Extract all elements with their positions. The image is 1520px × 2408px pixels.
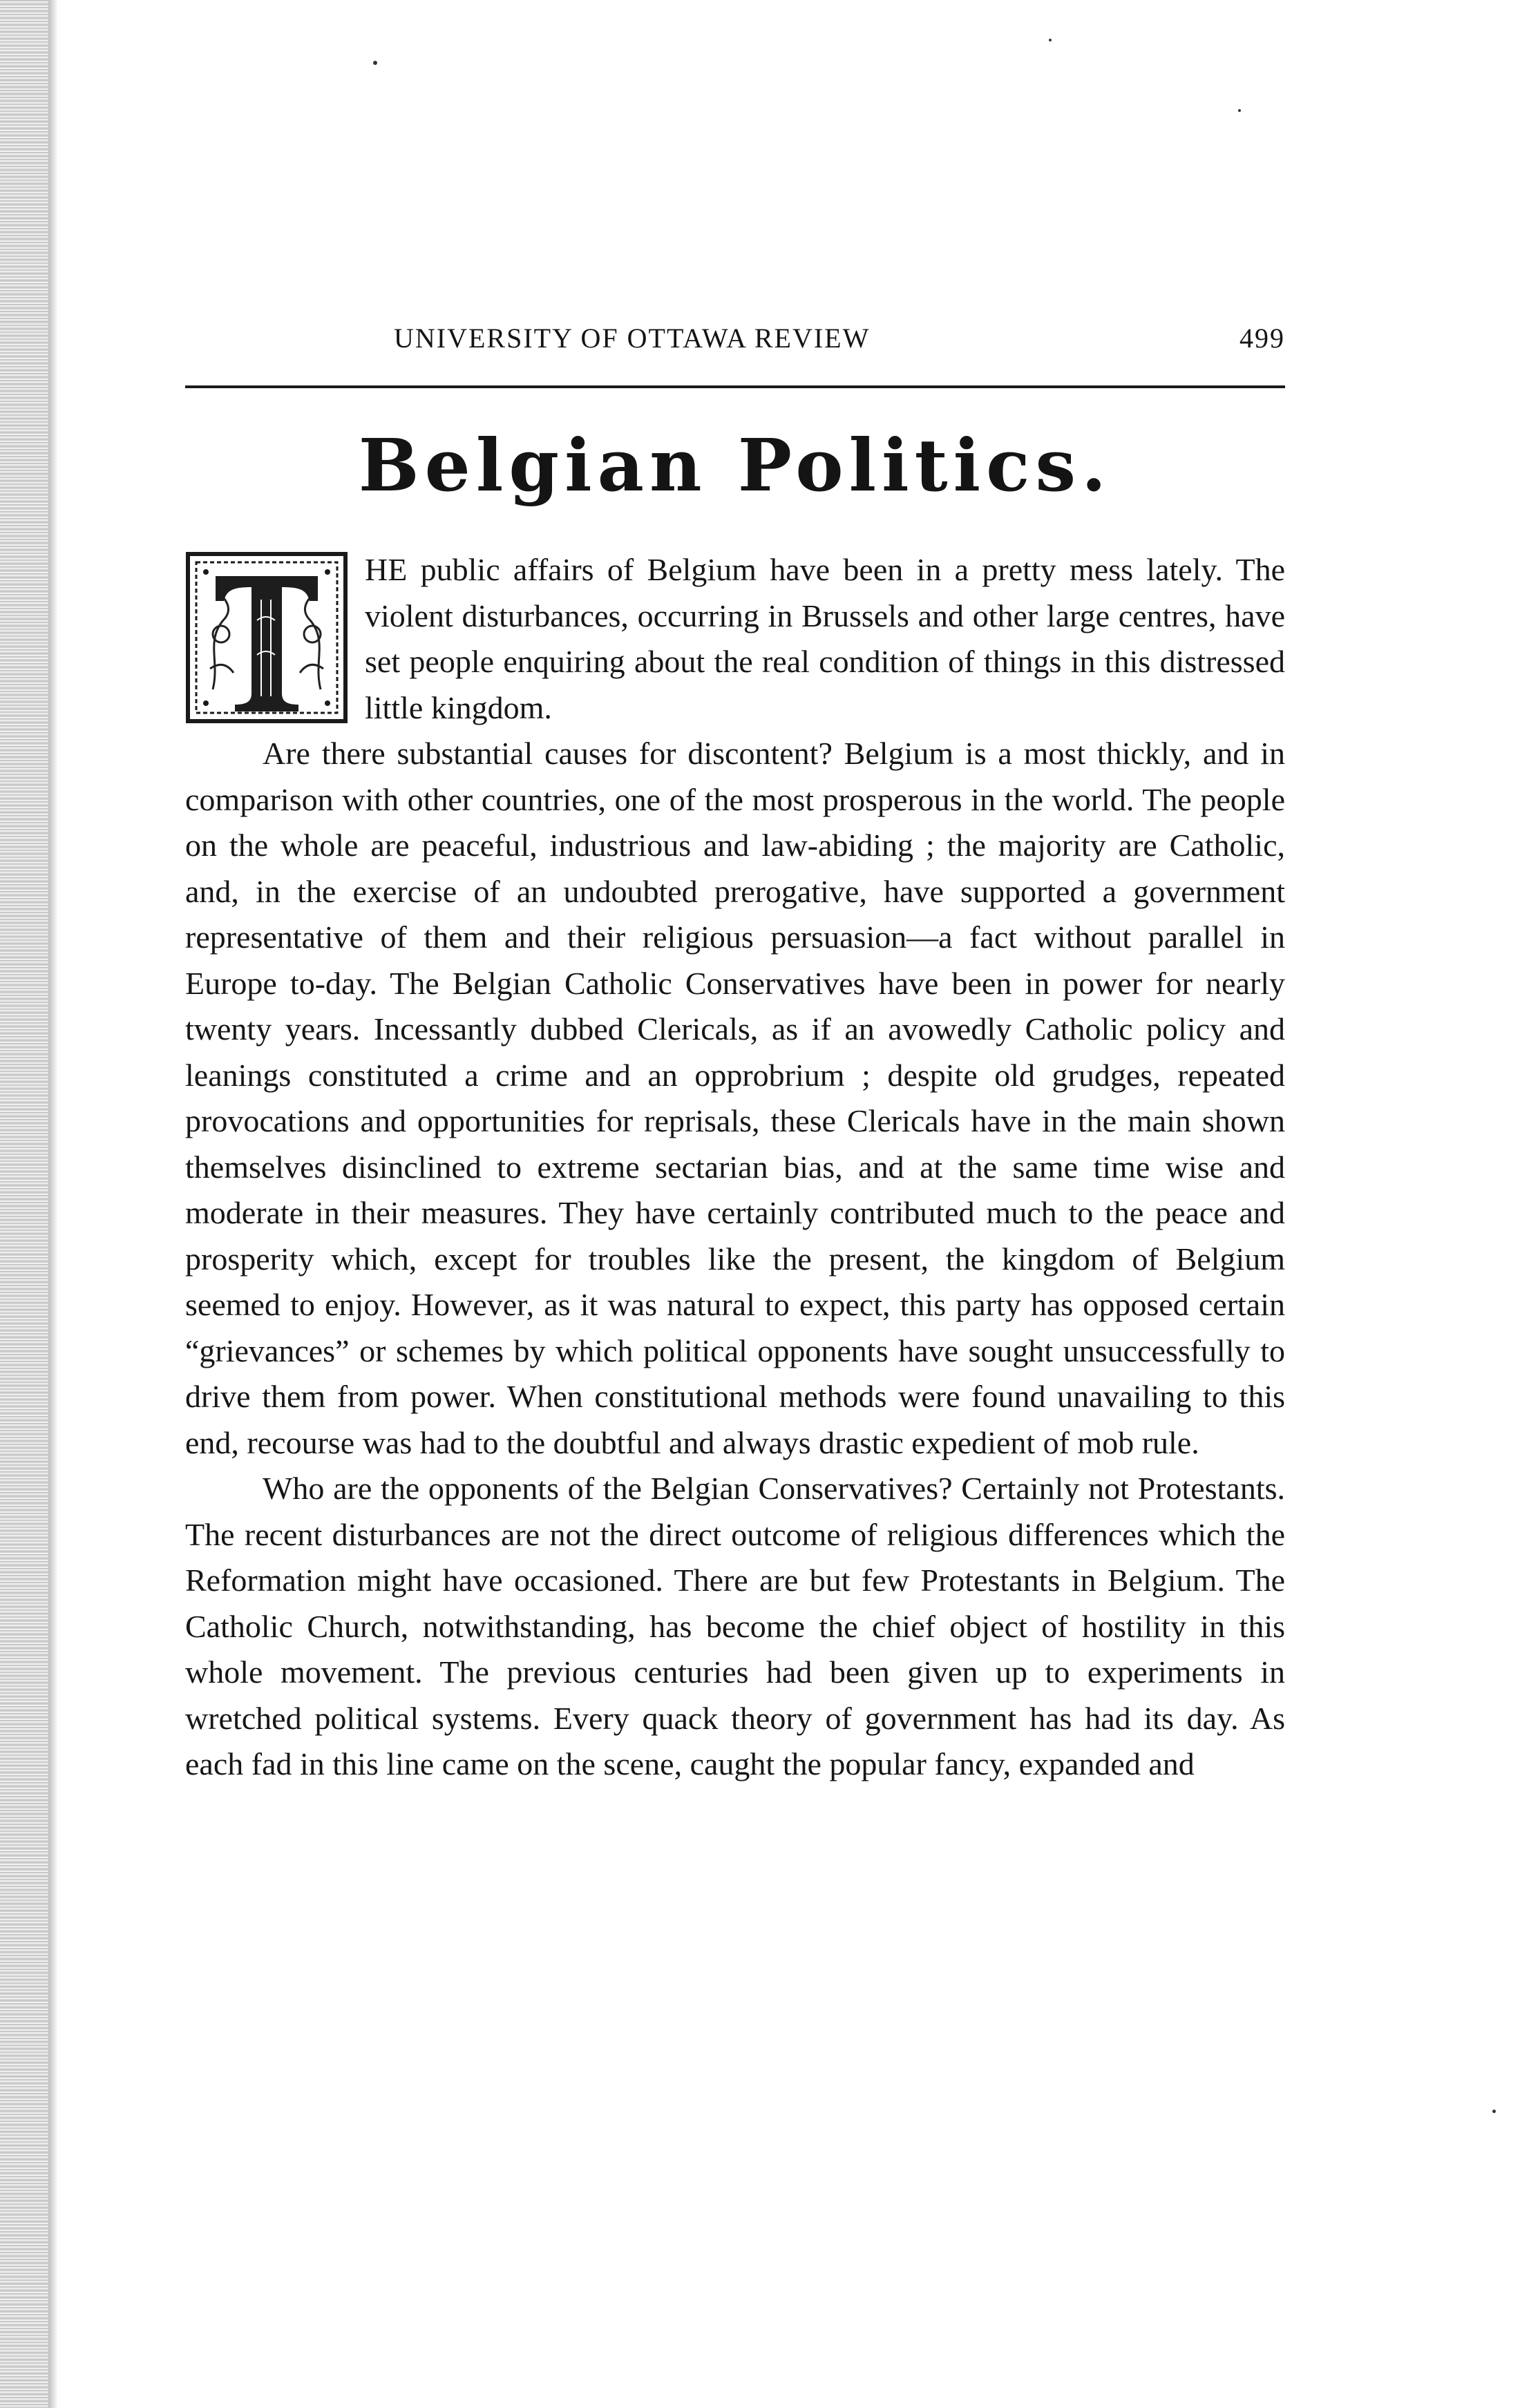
paragraph-1-text: HE public affairs of Belgium have been in a pretty mess lately. The violent disturbances, occurring in Brussels and other large centres, have set people enquiring about the real condition of things in this distressed little kingdom. xyxy=(365,552,1285,725)
paragraph-3: Who are the opponents of the Belgian Conservatives? Certainly not Protestants. The recent disturbances are not the direct outcome of religious differences which the Reformation might have occasioned. There are but few Protestants in Belgium. The Catholic Church, notwithstanding, has become the chief object of hostility in this whole movement. The previous centuries had been given up to experiments in wretched political systems. Every quack theory of government has had its day. As each fad in this line came on the scene, caught the popular fancy, expanded and xyxy=(185,1471,1285,1781)
scan-speck xyxy=(373,61,377,65)
scan-speck xyxy=(1492,2110,1496,2113)
paragraph-2: Are there substantial causes for discontent? Belgium is a most thickly, and in comparison with other countries, one of the most prosperous in the world. The people on the whole are peaceful, industrious and law-abiding ; the majority are Catholic, and, in the exercise of an undoubted prerogative, have supported a government representative of them and their religious persuasion—a fact without parallel in Europe to-day. The Belgian Catholic Conservatives have been in power for nearly twenty years. Incessantly dubbed Clericals, as if an avowedly Catholic policy and leanings constituted a crime and an opprobrium ; despite old grudges, repeated provocations and opportunities for reprisals, these Clericals have in the main shown themselves disinclined to extreme sectarian bias, and at the same time wise and moderate in their measures. They have certainly contributed much to the peace and prosperity which, except for troubles like the present, the kingdom of Belgium seemed to enjoy. However, as it was natural to expect, this party has opposed certain “grievances” or schemes by which political opponents have sought unsuccessfully to drive them from power. When constitutional methods were found unavailing to this end, recourse was had to the doubtful and always drastic expedient of mob rule. xyxy=(185,736,1285,1460)
article-title: Belgian Politics. xyxy=(358,423,1112,508)
running-header xyxy=(185,322,1285,363)
scanned-binding-edge xyxy=(0,0,48,2408)
ornamental-drop-cap-icon xyxy=(185,551,348,724)
binding-shadow xyxy=(48,0,58,2408)
ornamental-drop-cap xyxy=(185,551,348,724)
running-title: UNIVERSITY OF OTTAWA REVIEW xyxy=(394,323,871,354)
scan-speck xyxy=(1238,109,1241,112)
header-rule xyxy=(185,385,1285,388)
paragraph-1 xyxy=(185,547,1285,731)
page-number: 499 xyxy=(1239,323,1285,354)
scan-speck xyxy=(1049,39,1052,41)
article-body xyxy=(185,547,1285,1788)
